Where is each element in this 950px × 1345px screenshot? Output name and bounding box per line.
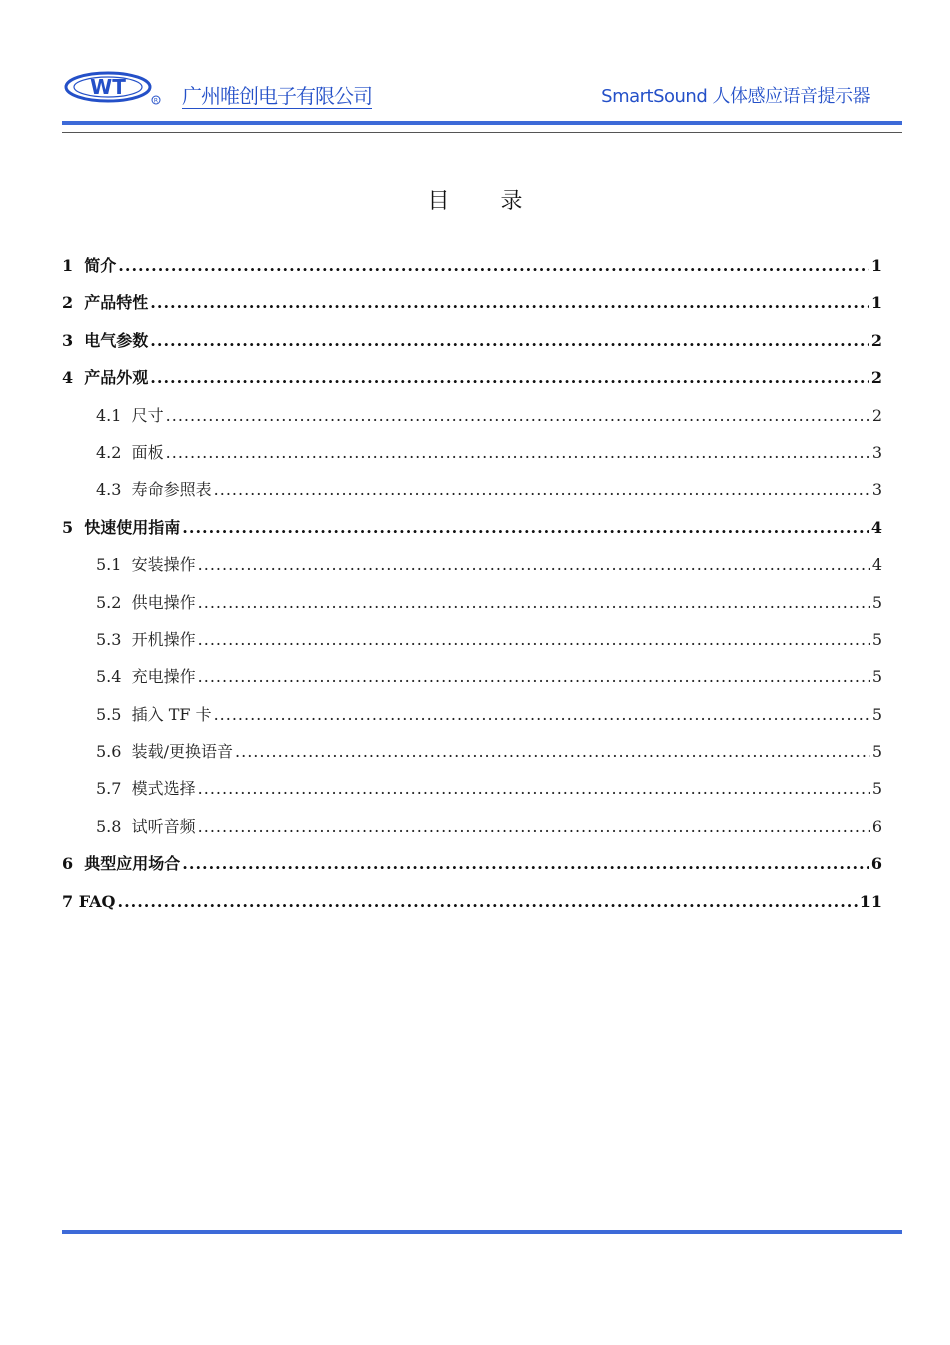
toc-dot-leader <box>182 850 869 878</box>
toc-entry-label: 供电操作 <box>131 592 196 612</box>
toc-dot-leader <box>214 701 870 729</box>
toc-entry-page: 6 <box>871 816 882 836</box>
toc-entry-label: 电气参数 <box>84 330 149 350</box>
toc-entry[interactable] <box>62 402 882 439</box>
toc-entry-page: 3 <box>871 480 882 500</box>
toc-entry-page: 1 <box>870 293 882 313</box>
toc-entry-number: 4.2 <box>96 442 122 462</box>
toc-entry[interactable] <box>62 738 882 775</box>
header-blue-rule <box>62 121 902 125</box>
toc-dot-leader <box>150 327 869 355</box>
table-of-contents <box>62 252 882 925</box>
toc-entry-label: FAQ <box>78 891 116 911</box>
toc-entry[interactable] <box>62 551 882 588</box>
toc-entry-number: 5.5 <box>96 704 122 724</box>
toc-entry[interactable] <box>62 514 882 551</box>
toc-dot-leader <box>166 402 870 430</box>
toc-dot-leader <box>198 813 870 841</box>
logo-text: WT <box>90 75 126 99</box>
toc-entry-page: 4 <box>871 555 882 575</box>
header-thin-rule <box>62 132 902 133</box>
toc-dot-leader <box>166 439 870 467</box>
toc-entry-number: 4.3 <box>96 480 122 500</box>
company-name: 广州唯创电子有限公司 <box>182 84 372 108</box>
toc-entry-number: 5.7 <box>96 779 122 799</box>
toc-entry-page: 2 <box>871 405 882 425</box>
toc-entry-page: 1 <box>870 256 882 275</box>
toc-dot-leader <box>150 289 869 317</box>
toc-dot-leader <box>198 775 870 803</box>
toc-entry-page: 4 <box>870 517 882 537</box>
wt-logo-icon <box>64 70 164 106</box>
toc-entry[interactable] <box>62 289 882 326</box>
toc-entry-page: 6 <box>870 854 882 874</box>
toc-entry-page: 5 <box>871 779 882 799</box>
page-header <box>0 0 950 140</box>
toc-entry[interactable] <box>62 439 882 476</box>
toc-entry[interactable] <box>62 813 882 850</box>
toc-entry-page: 5 <box>871 629 882 649</box>
toc-dot-leader <box>182 514 869 542</box>
toc-entry-page: 11 <box>859 891 882 911</box>
toc-entry-label: 安装操作 <box>131 555 196 575</box>
toc-entry-number: 5.6 <box>96 742 122 762</box>
toc-entry-label: 模式选择 <box>131 779 196 799</box>
toc-entry-page: 2 <box>870 330 882 350</box>
toc-entry-number: 5.3 <box>96 629 122 649</box>
footer-blue-rule <box>62 1230 902 1234</box>
toc-entry-number: 5.1 <box>96 555 122 575</box>
toc-entry-label: 试听音频 <box>131 816 196 836</box>
toc-entry-number: 5 <box>62 517 74 537</box>
toc-dot-leader <box>118 888 858 916</box>
toc-dot-leader <box>214 476 870 504</box>
toc-entry-number: 3 <box>62 330 74 350</box>
toc-entry[interactable] <box>62 626 882 663</box>
toc-entry-page: 5 <box>871 667 882 687</box>
toc-entry-page: 5 <box>871 704 882 724</box>
toc-entry-number: 5.2 <box>96 592 122 612</box>
toc-entry[interactable] <box>62 327 882 364</box>
toc-entry-page: 3 <box>871 442 882 462</box>
toc-dot-leader <box>198 663 870 691</box>
toc-entry-page: 2 <box>870 368 882 388</box>
toc-dot-leader <box>235 738 870 766</box>
toc-title: 目 录 <box>427 189 545 214</box>
toc-dot-leader <box>118 252 869 280</box>
toc-entry[interactable] <box>62 252 882 289</box>
toc-entry-number: 7 <box>62 891 74 911</box>
toc-dot-leader <box>198 551 870 579</box>
product-name: SmartSound 人体感应语音提示器 <box>601 86 870 107</box>
svg-text:R: R <box>153 97 159 105</box>
toc-entry[interactable] <box>62 589 882 626</box>
toc-entry-number: 5.4 <box>96 667 122 687</box>
toc-entry-label: 寿命参照表 <box>131 480 212 500</box>
toc-entry-page: 5 <box>871 742 882 762</box>
toc-entry-number: 4 <box>62 368 74 388</box>
toc-entry-number: 6 <box>62 854 74 874</box>
toc-entry-number: 4.1 <box>96 405 122 425</box>
toc-entry-label: 面板 <box>131 442 164 462</box>
toc-entry-number: 1 <box>62 256 74 275</box>
toc-entry-number: 5.8 <box>96 816 122 836</box>
toc-entry[interactable] <box>62 888 882 925</box>
toc-entry-label: 开机操作 <box>131 629 196 649</box>
toc-dot-leader <box>198 589 870 617</box>
toc-entry-label: 快速使用指南 <box>84 517 181 537</box>
toc-entry-label: 尺寸 <box>131 405 164 425</box>
toc-entry[interactable] <box>62 850 882 887</box>
toc-entry-label: 装载/更换语音 <box>131 742 234 762</box>
toc-entry-number: 2 <box>62 293 74 313</box>
toc-entry[interactable] <box>62 701 882 738</box>
toc-entry[interactable] <box>62 476 882 513</box>
toc-entry-label: 产品特性 <box>84 293 149 313</box>
toc-entry-label: 充电操作 <box>131 667 196 687</box>
toc-entry[interactable] <box>62 775 882 812</box>
toc-entry-label: 产品外观 <box>84 368 149 388</box>
toc-entry-page: 5 <box>871 592 882 612</box>
toc-entry[interactable] <box>62 364 882 401</box>
toc-dot-leader <box>150 364 869 392</box>
toc-entry[interactable] <box>62 663 882 700</box>
toc-entry-label: 插入 TF 卡 <box>131 704 212 724</box>
toc-dot-leader <box>198 626 870 654</box>
toc-entry-label: 典型应用场合 <box>84 854 181 874</box>
toc-entry-label: 简介 <box>84 256 117 275</box>
